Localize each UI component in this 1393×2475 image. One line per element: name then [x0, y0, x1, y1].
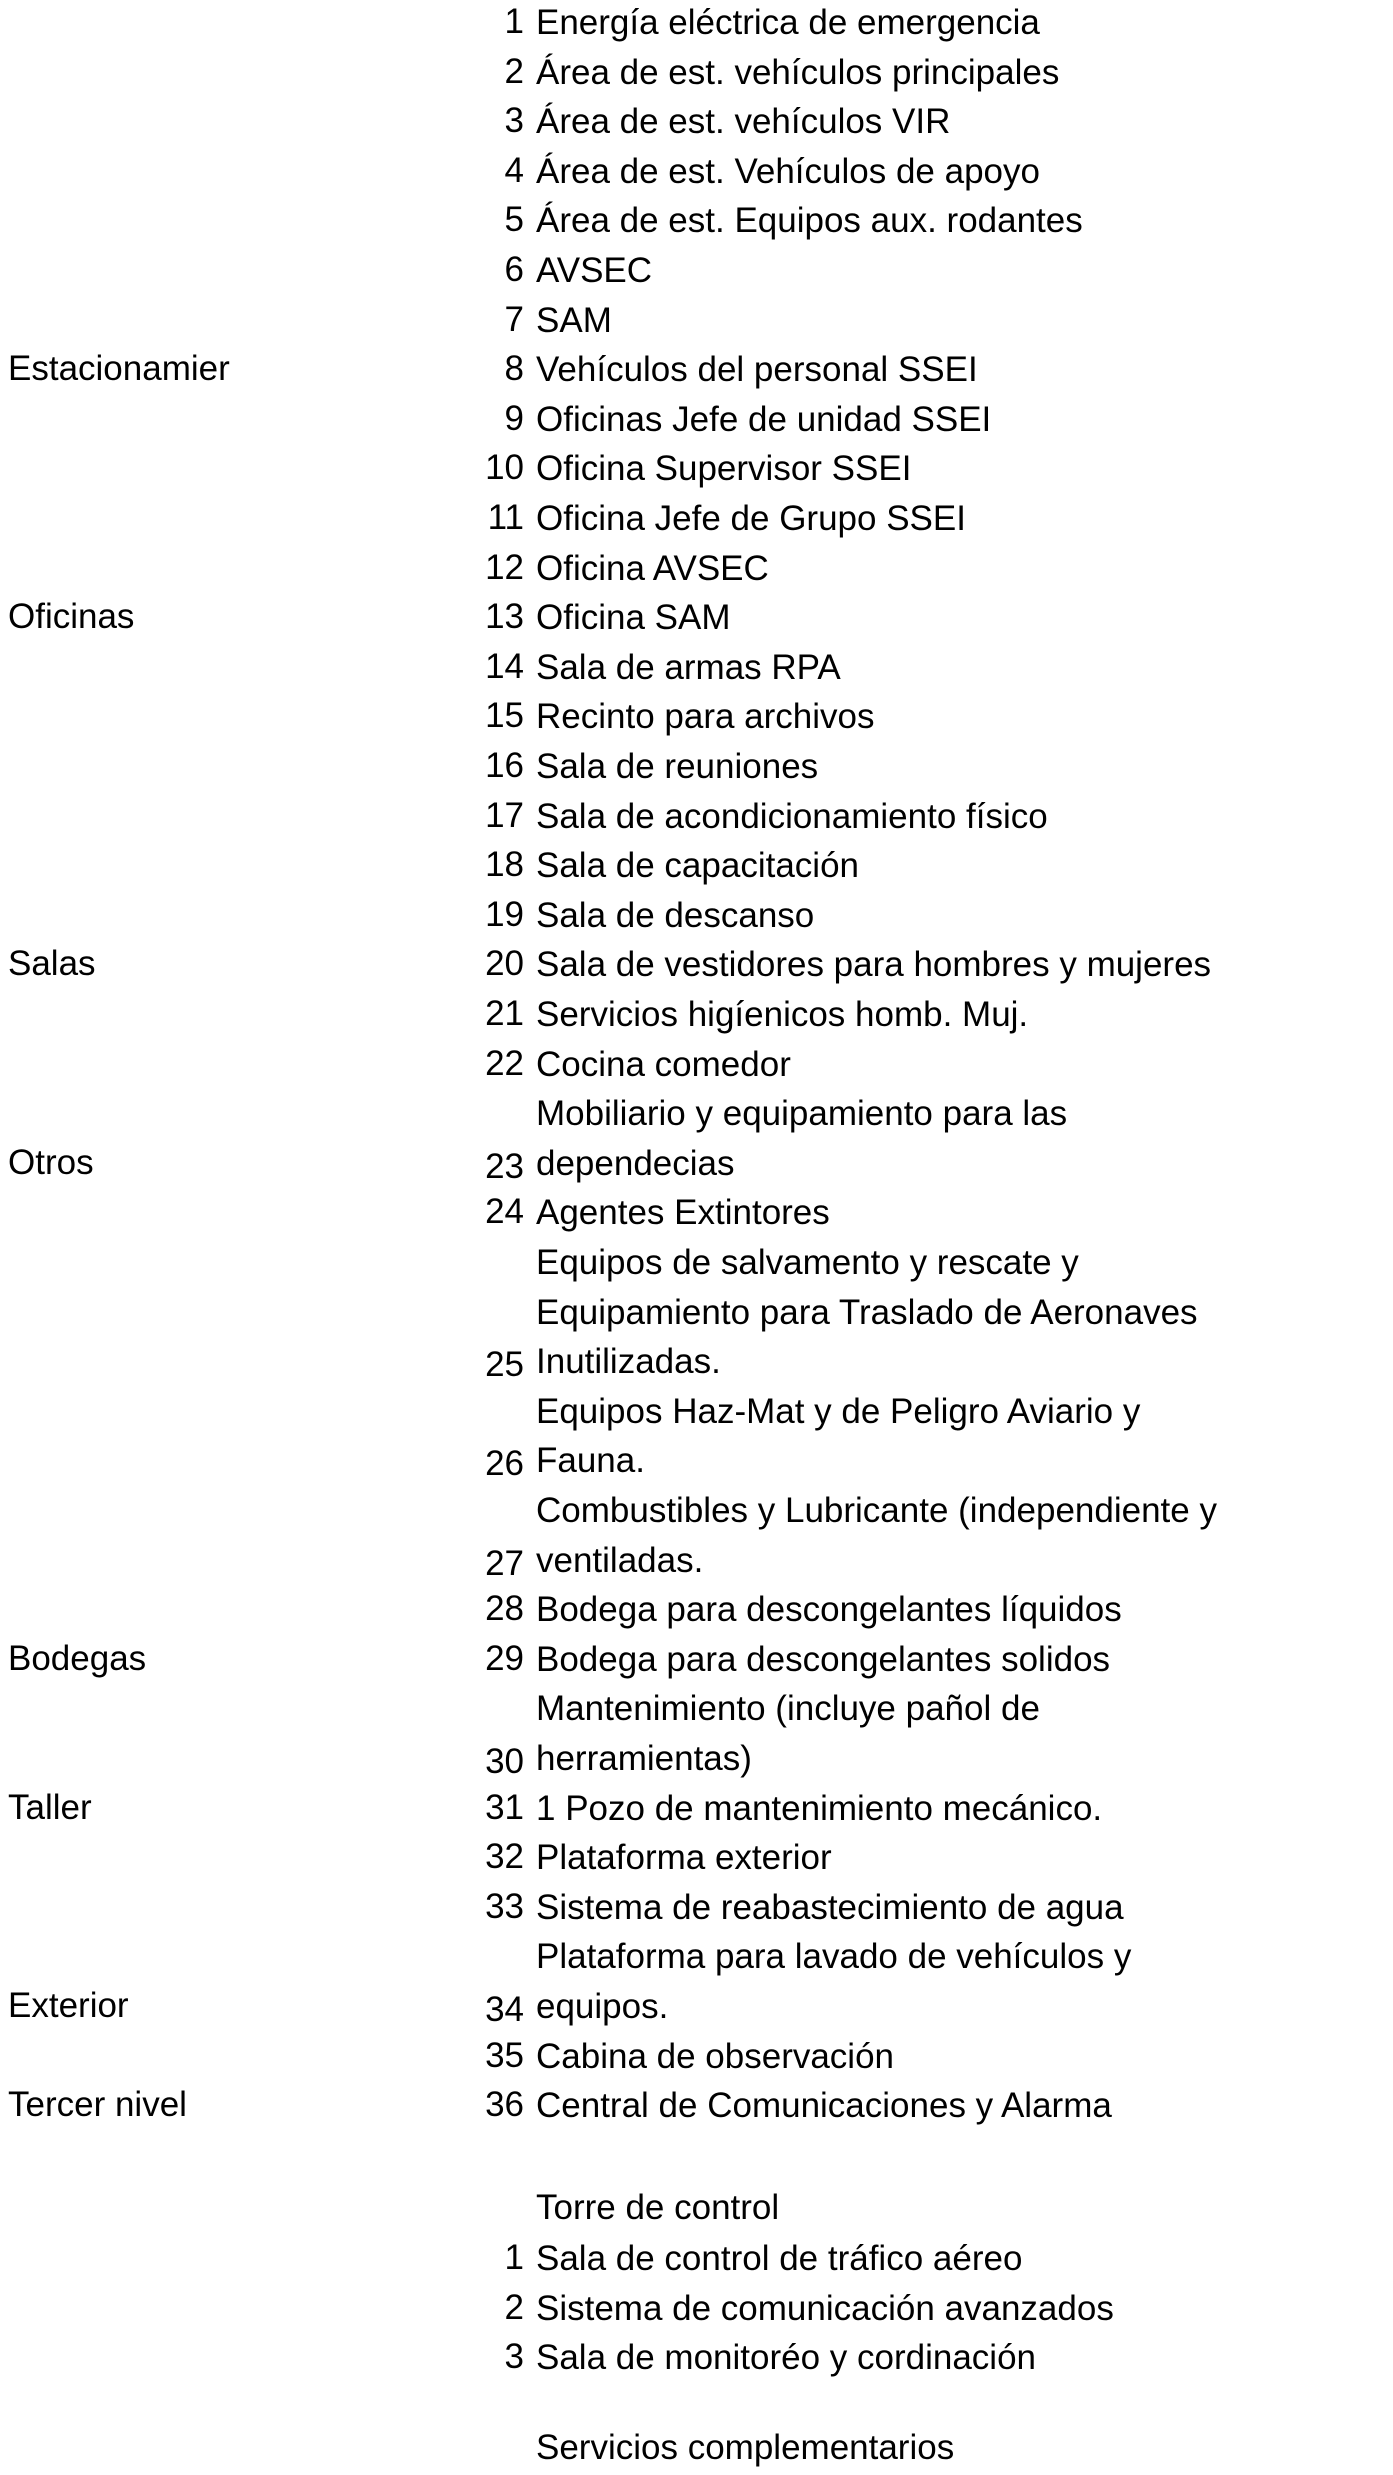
table-row: [0, 694, 1393, 744]
table-row: [0, 2083, 1393, 2133]
table-row: [0, 1240, 1393, 1389]
item-number: 2: [504, 2287, 524, 2327]
item-description: Sala de descanso: [536, 895, 815, 935]
item-description: Sala de vestidores para hombres y mujeres: [536, 945, 1212, 985]
category-label: Tercer nivel: [8, 2085, 187, 2125]
table-row: [0, 446, 1393, 496]
table-row: [0, 397, 1393, 447]
item-description: herramientas): [536, 1738, 752, 1778]
item-description: Área de est. Vehículos de apoyo: [536, 151, 1040, 191]
item-number: 36: [485, 2085, 524, 2125]
table-row: [0, 1190, 1393, 1240]
item-description: Sala de control de tráfico aéreo: [536, 2239, 1023, 2278]
item-number: 1: [504, 2, 524, 41]
table-row: [0, 1042, 1393, 1092]
item-description: Sistema de reabastecimiento de agua: [536, 1887, 1124, 1927]
item-number: 1: [504, 2238, 524, 2277]
item-number: 7: [504, 299, 524, 339]
table-row: [0, 198, 1393, 248]
table-row: [0, 1835, 1393, 1885]
table-row: [0, 2335, 1393, 2385]
table-row: [0, 843, 1393, 893]
item-description: AVSEC: [536, 251, 653, 290]
item-description: Agentes Extintores: [536, 1193, 830, 1233]
item-number: 20: [485, 944, 524, 984]
item-description: 1 Pozo de mantenimiento mecánico.: [536, 1788, 1103, 1828]
item-description: Sala de monitoréo y cordinación: [536, 2338, 1037, 2378]
item-number: 19: [485, 894, 524, 934]
table-row: [0, 99, 1393, 149]
item-description: Sala de armas RPA: [536, 647, 841, 687]
item-description: Recinto para archivos: [536, 697, 875, 737]
item-description: Oficina Jefe de Grupo SSEI: [536, 499, 966, 538]
item-number: 26: [485, 1444, 524, 1484]
category-label: Estacionamier: [8, 349, 230, 389]
category-label: Otros: [8, 1142, 94, 1182]
item-description: Área de est. vehículos principales: [536, 52, 1060, 92]
item-number: 10: [485, 448, 524, 488]
table-row: [0, 1885, 1393, 1935]
item-description: Sala de acondicionamiento físico: [536, 796, 1048, 836]
item-description: Equipos de salvamento y rescate y: [536, 1243, 1079, 1282]
table-row: [0, 1934, 1393, 2033]
item-number: 17: [485, 795, 524, 835]
item-description: Sistema de comunicación avanzados: [536, 2288, 1114, 2328]
table-row: [0, 1389, 1393, 1488]
item-number: 29: [485, 1638, 524, 1678]
item-number: 24: [485, 1192, 524, 1232]
table-row: [0, 2236, 1393, 2286]
category-label: Taller: [8, 1787, 92, 1827]
item-number: 8: [504, 349, 524, 389]
table-row: [0, 2034, 1393, 2084]
item-number: 2: [504, 51, 524, 91]
table-row: [0, 992, 1393, 1042]
table-row: [0, 546, 1393, 596]
item-description: Área de est. vehículos VIR: [536, 102, 951, 142]
table-row: [0, 942, 1393, 992]
table-row: [0, 0, 1393, 50]
item-number: 6: [504, 250, 524, 289]
item-number: 34: [485, 1989, 524, 2029]
section-heading-torre-de-control: Torre de control: [536, 2188, 780, 2227]
category-label: Bodegas: [8, 1638, 147, 1678]
item-description: Cabina de observación: [536, 2036, 895, 2076]
category-label: Oficinas: [8, 597, 135, 637]
table-row: [0, 744, 1393, 794]
item-description: Servicios higíenicos homb. Muj.: [536, 995, 1029, 1034]
item-description: dependecias: [536, 1143, 735, 1183]
table-row: [0, 794, 1393, 844]
item-description: Cocina comedor: [536, 1044, 791, 1084]
section-heading-servicios-complementarios: Servicios complementarios: [536, 2428, 955, 2467]
category-label: Salas: [8, 944, 96, 984]
table-row: [0, 595, 1393, 645]
item-number: 25: [485, 1345, 524, 1385]
item-description: Oficina SAM: [536, 598, 731, 638]
item-description: Combustibles y Lubricante (independiente y: [536, 1491, 1217, 1530]
item-description: Oficina Supervisor SSEI: [536, 449, 912, 489]
table-row: [0, 347, 1393, 397]
item-number: 11: [487, 498, 524, 537]
item-number: 13: [485, 597, 524, 637]
item-description: Sala de reuniones: [536, 747, 819, 786]
item-number: 12: [485, 547, 524, 587]
item-number: 35: [485, 2035, 524, 2075]
item-number: 18: [485, 845, 524, 885]
table-row: [0, 1637, 1393, 1687]
table-row: [0, 2286, 1393, 2336]
item-description: Oficina AVSEC: [536, 548, 769, 588]
item-description: Bodega para descongelantes líquidos: [536, 1590, 1122, 1630]
table-row: [0, 1488, 1393, 1587]
item-description: SAM: [536, 300, 612, 340]
table-row: [0, 893, 1393, 943]
item-number: 31: [485, 1787, 524, 1827]
item-description: Equipos Haz-Mat y de Peligro Aviario y: [536, 1391, 1141, 1431]
item-number: 23: [485, 1146, 524, 1186]
category-label: Exterior: [8, 1985, 129, 2025]
table-row: [0, 1686, 1393, 1785]
table-row: [0, 298, 1393, 348]
item-number: 27: [485, 1543, 524, 1583]
item-number: 4: [504, 150, 524, 190]
item-description: Sala de capacitación: [536, 846, 859, 886]
item-description: Vehículos del personal SSEI: [536, 350, 978, 390]
item-number: 22: [485, 1043, 524, 1083]
item-description: Plataforma exterior: [536, 1838, 832, 1878]
item-number: 3: [504, 2337, 524, 2377]
item-description: ventiladas.: [536, 1540, 704, 1580]
table-row: [0, 645, 1393, 695]
table-row: [0, 496, 1393, 546]
item-number: 14: [485, 646, 524, 686]
item-number: 30: [485, 1741, 524, 1781]
item-description: Área de est. Equipos aux. rodantes: [536, 201, 1083, 241]
item-description: Oficinas Jefe de unidad SSEI: [536, 399, 992, 439]
item-description: Central de Comunicaciones y Alarma: [536, 2086, 1112, 2126]
table-row: [0, 248, 1393, 298]
table-row: [0, 1587, 1393, 1637]
item-description: Fauna.: [536, 1441, 645, 1481]
item-number: 16: [485, 746, 524, 785]
item-description: Plataforma para lavado de vehículos y: [536, 1937, 1132, 1977]
table-row: [0, 1091, 1393, 1190]
item-description: equipos.: [536, 1986, 669, 2026]
item-description: Bodega para descongelantes solidos: [536, 1639, 1111, 1679]
item-number: 9: [504, 398, 524, 438]
item-number: 32: [485, 1837, 524, 1877]
item-number: 21: [485, 994, 524, 1033]
item-description: Equipamiento para Traslado de Aeronaves: [536, 1292, 1198, 1332]
item-description: Mobiliario y equipamiento para las: [536, 1094, 1068, 1134]
item-description: Inutilizadas.: [536, 1342, 721, 1382]
item-number: 15: [485, 696, 524, 736]
table-row: [0, 1786, 1393, 1836]
item-number: 5: [504, 200, 524, 240]
item-description: Energía eléctrica de emergencia: [536, 3, 1040, 42]
table-row: [0, 149, 1393, 199]
item-description: Mantenimiento (incluye pañol de: [536, 1689, 1040, 1729]
item-number: 33: [485, 1886, 524, 1926]
item-number: 3: [504, 101, 524, 141]
item-number: 28: [485, 1589, 524, 1629]
table-row: [0, 50, 1393, 100]
